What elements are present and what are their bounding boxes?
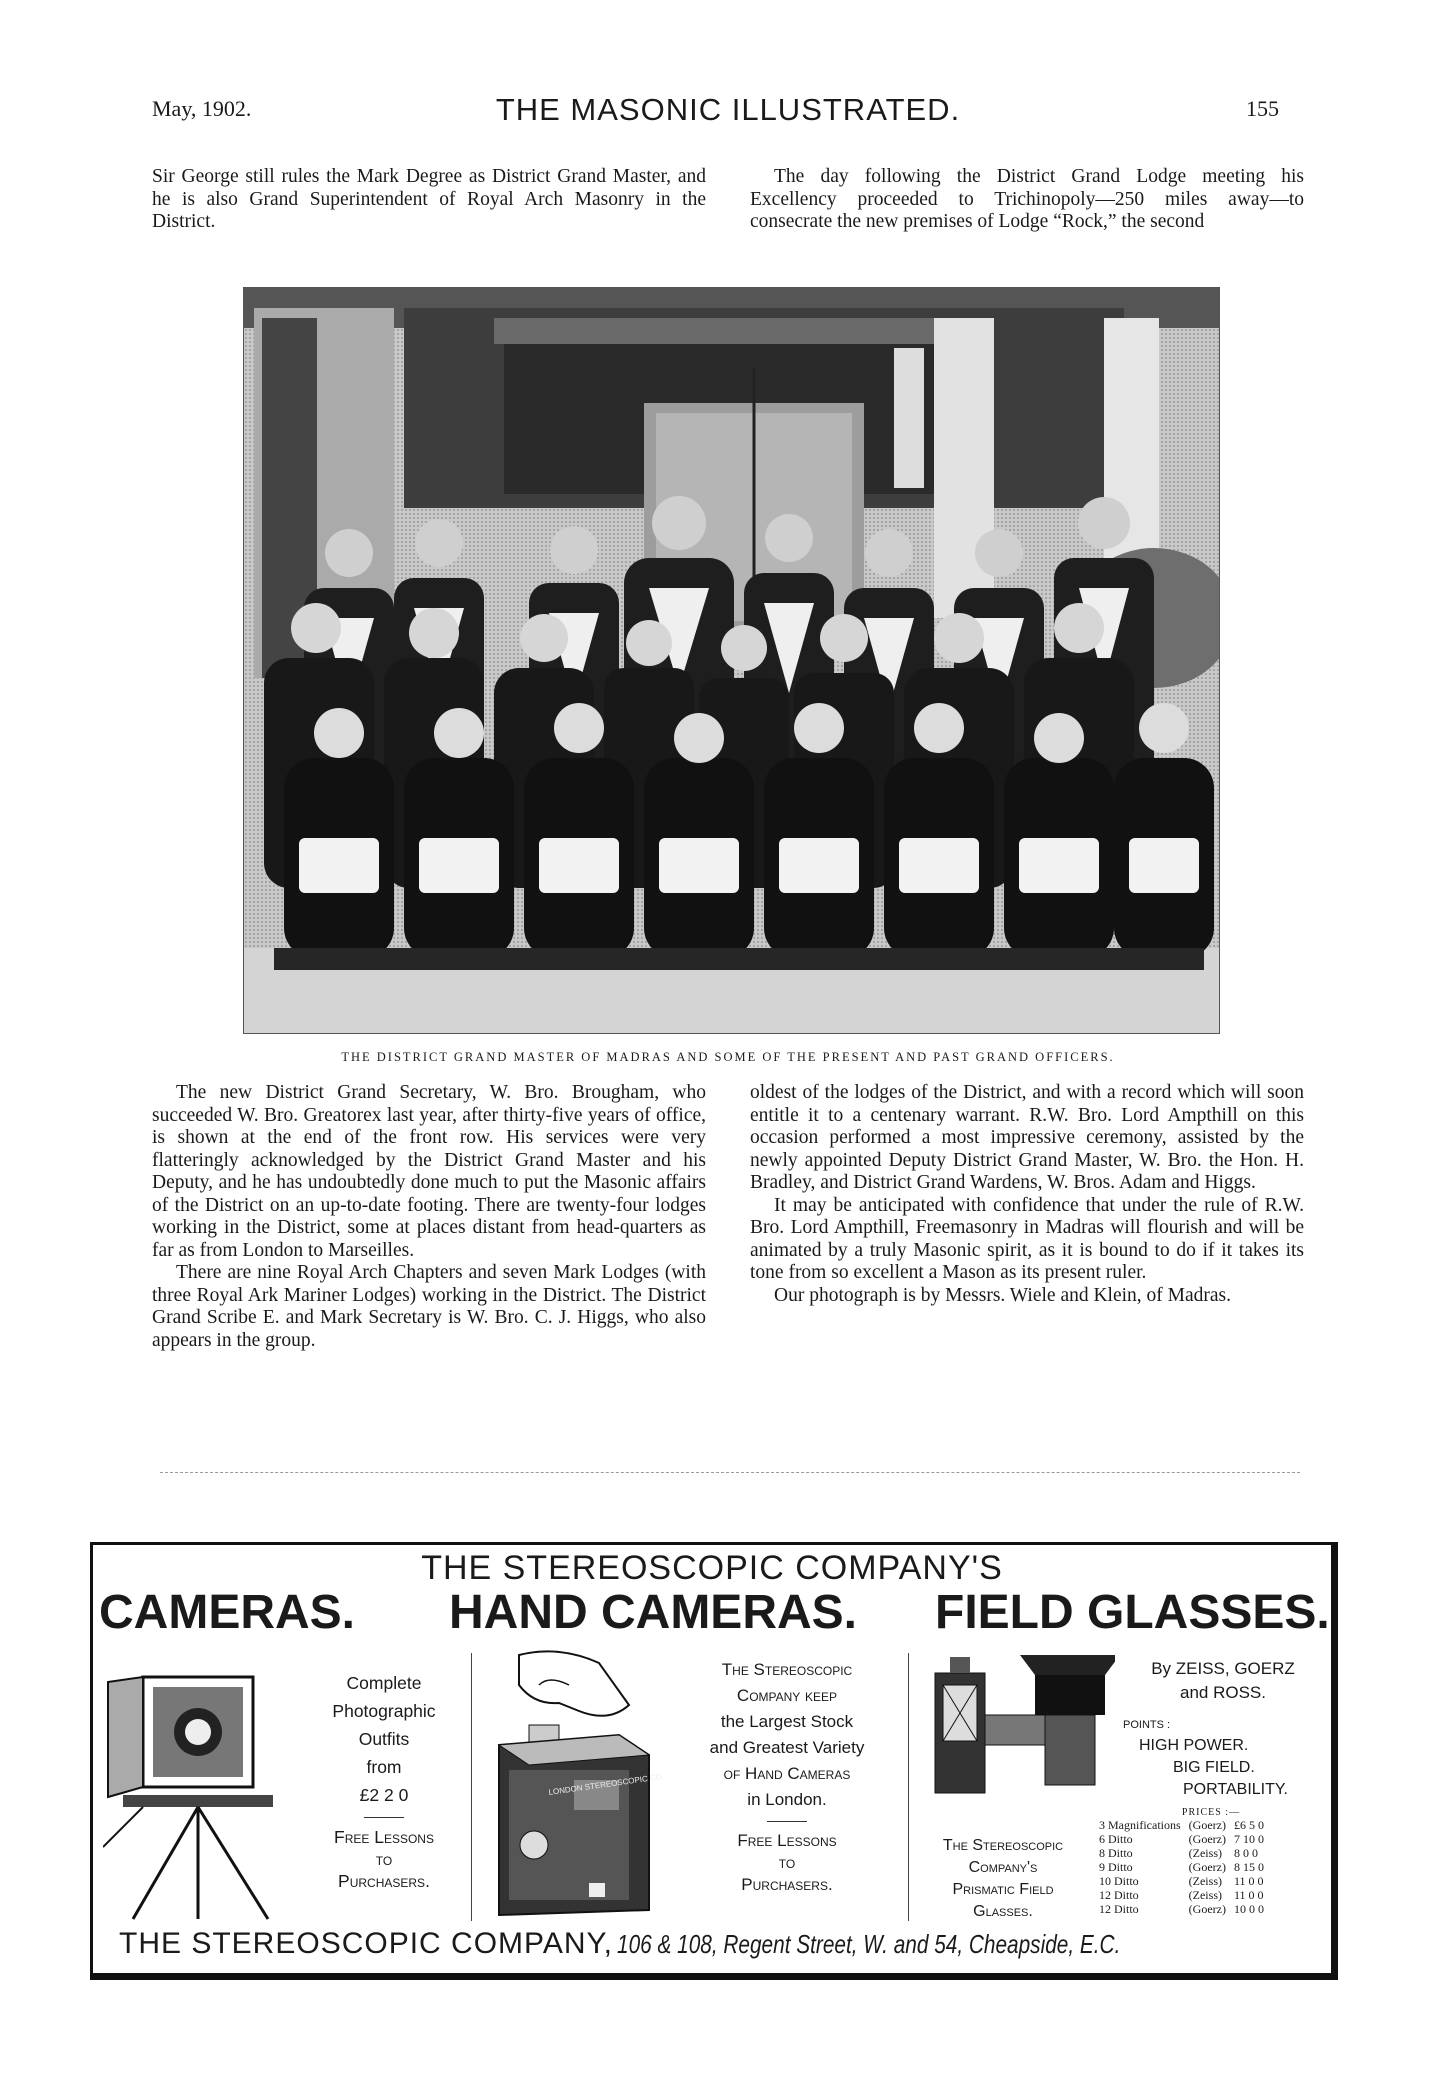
ad-col1-text [305, 1669, 463, 1892]
price-maker: (Goerz) [1188, 1832, 1226, 1846]
price-mag: 3 Magnifications [1099, 1818, 1181, 1832]
ad-heading-field-glasses: FIELD GLASSES. [935, 1586, 1330, 1639]
price-price: 11 0 0 [1233, 1888, 1264, 1902]
top-right-paragraph: The day following the District Grand Lodge meeting his Excellency proceeded to Trichinopoly—250 miles away—to consecrate the new premises of Lodge “Rock,” the second [750, 166, 1304, 232]
price-row [1095, 1818, 1268, 1832]
ad-col1-divider [364, 1817, 404, 1818]
ad-heading-cameras: CAMERAS. [99, 1586, 356, 1639]
price-price: £6 5 0 [1233, 1818, 1264, 1832]
ad-prices-label: PRICES :— [1181, 1807, 1241, 1818]
ad-col3-point2: BIG FIELD. [1173, 1759, 1255, 1776]
section-divider [160, 1472, 1300, 1473]
ad-col2-purchasers: Purchasers. [741, 1875, 833, 1894]
body-right-paragraph-2: It may be anticipated with confidence that under the rule of R.W. Bro. Lord Ampthill, Freemasonry in Madras will flourish and will be animated by a truly Masonic spirit, as it is bound to do if it takes its tone from so excellent a Mason as its present ruler. [750, 1194, 1304, 1283]
price-mag: 12 Ditto [1099, 1902, 1139, 1916]
price-row [1095, 1832, 1268, 1846]
ad-col2-text [671, 1657, 903, 1896]
ad-col2-line6: in London. [747, 1790, 827, 1809]
ad-col1-line3: Outfits [358, 1729, 410, 1749]
stereoscopic-advertisement [90, 1542, 1338, 1980]
price-row [1095, 1860, 1268, 1874]
ad-price-list [1095, 1807, 1327, 1916]
ad-col3-point1: HIGH POWER. [1139, 1737, 1249, 1754]
price-row [1095, 1874, 1268, 1888]
ad-col1-price: £2 2 0 [359, 1785, 409, 1805]
ad-col1-purchasers: Purchasers. [338, 1871, 430, 1891]
price-mag: 6 Ditto [1099, 1832, 1133, 1846]
price-price: 8 0 0 [1233, 1846, 1258, 1860]
ad-col3-name1: The Stereoscopic [942, 1837, 1064, 1854]
ad-col3-name4: Glasses. [973, 1903, 1033, 1920]
ad-col1-line1: Complete [346, 1673, 422, 1693]
price-price: 10 0 0 [1233, 1902, 1264, 1916]
ad-footer-address: 106 & 108, Regent Street, W. and 54, Cheapside, E.C. [616, 1929, 1121, 1959]
ad-divider-2 [908, 1653, 909, 1921]
body-right-column [750, 1082, 1304, 1307]
ad-divider-1 [471, 1653, 472, 1921]
ad-col3-and: and ROSS. [1180, 1683, 1266, 1702]
ad-price-table [1095, 1818, 1268, 1916]
issue-date: May, 1902. [152, 96, 252, 121]
body-left-paragraph-2: There are nine Royal Arch Chapters and seven Mark Lodges (with three Royal Ark Mariner Lodges) working in the District. The District Grand Scribe E. and Mark Secretary is W. Bro. C. J. Higgs, who also appears in the group. [152, 1262, 706, 1351]
ad-col1-line4: from [366, 1757, 402, 1777]
price-maker: (Goerz) [1188, 1818, 1226, 1832]
price-mag: 9 Ditto [1099, 1860, 1133, 1874]
ad-col2-to: to [778, 1853, 796, 1872]
ad-heading-hand-cameras: HAND CAMERAS. [449, 1586, 857, 1639]
journal-title: THE MASONIC ILLUSTRATED. [495, 92, 961, 127]
ad-col3-makers [1123, 1657, 1323, 1705]
ad-company-heading: THE STEREOSCOPIC COMPANY'S [421, 1549, 1003, 1587]
body-left-column [152, 1082, 706, 1352]
ad-col3-by: By ZEISS, GOERZ [1151, 1659, 1295, 1678]
ad-col2-line3: the Largest Stock [720, 1712, 854, 1731]
price-maker: (Zeiss) [1188, 1874, 1222, 1888]
price-price: 11 0 0 [1233, 1874, 1264, 1888]
ad-col3-product-name [915, 1835, 1091, 1923]
ad-col1-line2: Photographic [332, 1701, 436, 1721]
group-photograph [243, 287, 1220, 1034]
ad-footer [119, 1927, 1246, 1961]
box-label: LONDON STEREOSCOPIC CO. [548, 1771, 665, 1797]
price-mag: 8 Ditto [1099, 1846, 1133, 1860]
field-glasses-illustration [915, 1655, 1115, 1805]
body-right-paragraph-1: oldest of the lodges of the District, and with a record which will soon entitle it to a centenary warrant. R.W. Bro. Lord Ampthill on this occasion performed a most impressive ceremony, assisted by the newly appointed Deputy District Grand Master, W. Bro. the Hon. H. Bradley, and District Grand Wardens, W. Bros. Adam and Higgs. [750, 1082, 1304, 1193]
top-left-paragraph: Sir George still rules the Mark Degree as District Grand Master, and he is also Grand Superintendent of Royal Arch Masonry in the District. [152, 166, 706, 232]
price-maker: (Goerz) [1188, 1902, 1226, 1916]
price-mag: 12 Ditto [1099, 1888, 1139, 1902]
top-left-column [152, 166, 706, 234]
ad-col3-points-label: POINTS : [1123, 1719, 1171, 1731]
ad-col2-line2: Company keep [736, 1686, 838, 1705]
ad-col2-line4: and Greatest Variety [709, 1738, 865, 1757]
price-price: 8 15 0 [1233, 1860, 1264, 1874]
price-maker: (Goerz) [1188, 1860, 1226, 1874]
hand-camera-illustration [479, 1645, 669, 1920]
body-left-paragraph-1: The new District Grand Secretary, W. Bro. Brougham, who succeeded W. Bro. Greatorex last year, after thirty-five years of office, is shown at the end of the front row. His services were very flatteringly acknowledged by the District Grand Master and his Deputy, and he has undoubtedly done much to put the Masonic affairs of the District on an up-to-date footing. There are twenty-four lodges working in the District, some at places distant from head-quarters as far as from London to Marseilles. [152, 1082, 706, 1261]
ad-col3-point3: PORTABILITY. [1183, 1781, 1288, 1798]
ad-col1-free-lessons: Free Lessons [334, 1827, 434, 1847]
photo-caption: THE DISTRICT GRAND MASTER OF MADRAS AND SOME OF THE PRESENT AND PAST GRAND OFFICERS. [341, 1050, 1115, 1064]
price-row [1095, 1846, 1268, 1860]
price-price: 7 10 0 [1233, 1832, 1264, 1846]
ad-col1-to: to [375, 1849, 393, 1869]
ad-col3-name2: Company's [968, 1859, 1038, 1876]
ad-footer-company: THE STEREOSCOPIC COMPANY, [119, 1927, 613, 1960]
ad-col2-line5: of Hand Cameras [723, 1764, 851, 1783]
price-mag: 10 Ditto [1099, 1874, 1139, 1888]
page-number: 155 [1246, 96, 1279, 121]
ad-col3-name3: Prismatic Field [952, 1881, 1054, 1898]
price-maker: (Zeiss) [1188, 1846, 1222, 1860]
ad-col2-line1: The Stereoscopic [721, 1660, 853, 1679]
price-maker: (Zeiss) [1188, 1888, 1222, 1902]
ad-col2-free-lessons: Free Lessons [737, 1831, 837, 1850]
ad-col3-points [1139, 1735, 1288, 1801]
ad-col2-divider [767, 1821, 807, 1822]
body-right-paragraph-3: Our photograph is by Messrs. Wiele and Klein, of Madras. [774, 1284, 1232, 1306]
top-right-column [750, 166, 1304, 234]
price-row [1095, 1902, 1268, 1916]
price-row [1095, 1888, 1268, 1902]
photograph-image [244, 288, 1219, 1033]
field-camera-illustration [103, 1657, 303, 1922]
